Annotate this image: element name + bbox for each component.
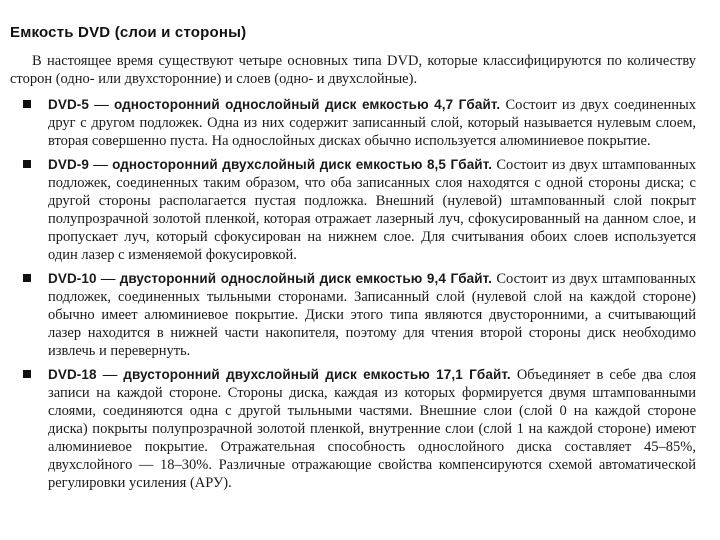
- bullet-square-icon: [23, 274, 31, 282]
- page-title: Емкость DVD (слои и стороны): [10, 24, 247, 41]
- item-dash: —: [89, 97, 114, 113]
- list-item-dvd-18: [20, 366, 696, 492]
- bullet-square-icon: [23, 160, 31, 168]
- item-term: DVD-10: [48, 271, 97, 286]
- item-dash: —: [89, 157, 113, 173]
- item-body: Состоит из двух штампованных подложек, соединенных таким образом, что оба записанных слоя находятся с одной стороны диска; с другой стороны располагается пустая подложка. Внешний (нулевой) штампованный слой покрыт полупрозрачной золотой пленкой, которая отражает лазерный луч, сфокусированный на данном слое, и пропускает луч, который сфокусирован на нижнем слое. Для считывания обоих слоев используется один лазер с изменяемой фокусировкой.: [48, 157, 697, 263]
- item-dash: —: [96, 367, 124, 383]
- bullet-square-icon: [23, 100, 31, 108]
- list-item-dvd-10: [20, 270, 696, 360]
- item-dash: —: [96, 271, 120, 287]
- item-headline: односторонний двухслойный диск емкостью 8,5 Гбайт.: [112, 157, 493, 172]
- dvd-types-list: [20, 96, 696, 498]
- item-term: DVD-18: [48, 367, 97, 382]
- item-term: DVD-9: [48, 157, 90, 172]
- intro-paragraph: В настоящее время существуют четыре основных типа DVD, которые классифицируются по количеству сторон (одно- или двухсторонние) и слоев (одно- и двухслойные).: [10, 53, 696, 87]
- item-body: Объединяет в себе два слоя записи на каждой стороне. Стороны диска, каждая из которых формируется двумя штампованными слоями, соединяются одна с другой тыльными частями. Внешние слои (слой 0 на каждой стороне диска) покрыты полупрозрачной золотой пленкой, внутренние слои (слой 1 на каждой стороне) имеют алюминиевое покрытие. Отражательная способность однослойного диска составляет 45–85%, двухслойного — 18–30%. Различные отражающие свойства компенсируются схемой автоматической регулировки усиления (АРУ).: [48, 367, 697, 491]
- item-term: DVD-5: [48, 97, 90, 112]
- item-headline: односторонний однослойный диск емкостью 4,7 Гбайт.: [113, 97, 501, 112]
- item-body: Состоит из двух штампованных подложек, соединенных тыльными сторонами. Записанный слой (нулевой слой на каждой стороне) обычно имеет алюминиевое покрытие. Диски этого типа являются двусторонними, а считывающий лазер находится в нижней части накопителя, поэтому для чтения второй стороны диск необходимо извлечь и перевернуть.: [48, 271, 696, 359]
- item-headline: двусторонний однослойный диск емкостью 9,4 Гбайт.: [119, 271, 493, 286]
- item-headline: двусторонний двухслойный диск емкостью 17,1 Гбайт.: [123, 367, 511, 382]
- item-body: Состоит из двух соединенных друг с другом подложек. Одна из них содержит записанный слой, который называется нулевым слоем, вторая совершенно пуста. На однослойных дисках обычно используется алюминиевое покрытие.: [48, 97, 696, 149]
- list-item-dvd-9: [20, 156, 696, 264]
- bullet-square-icon: [23, 370, 31, 378]
- list-item-dvd-5: [20, 96, 696, 150]
